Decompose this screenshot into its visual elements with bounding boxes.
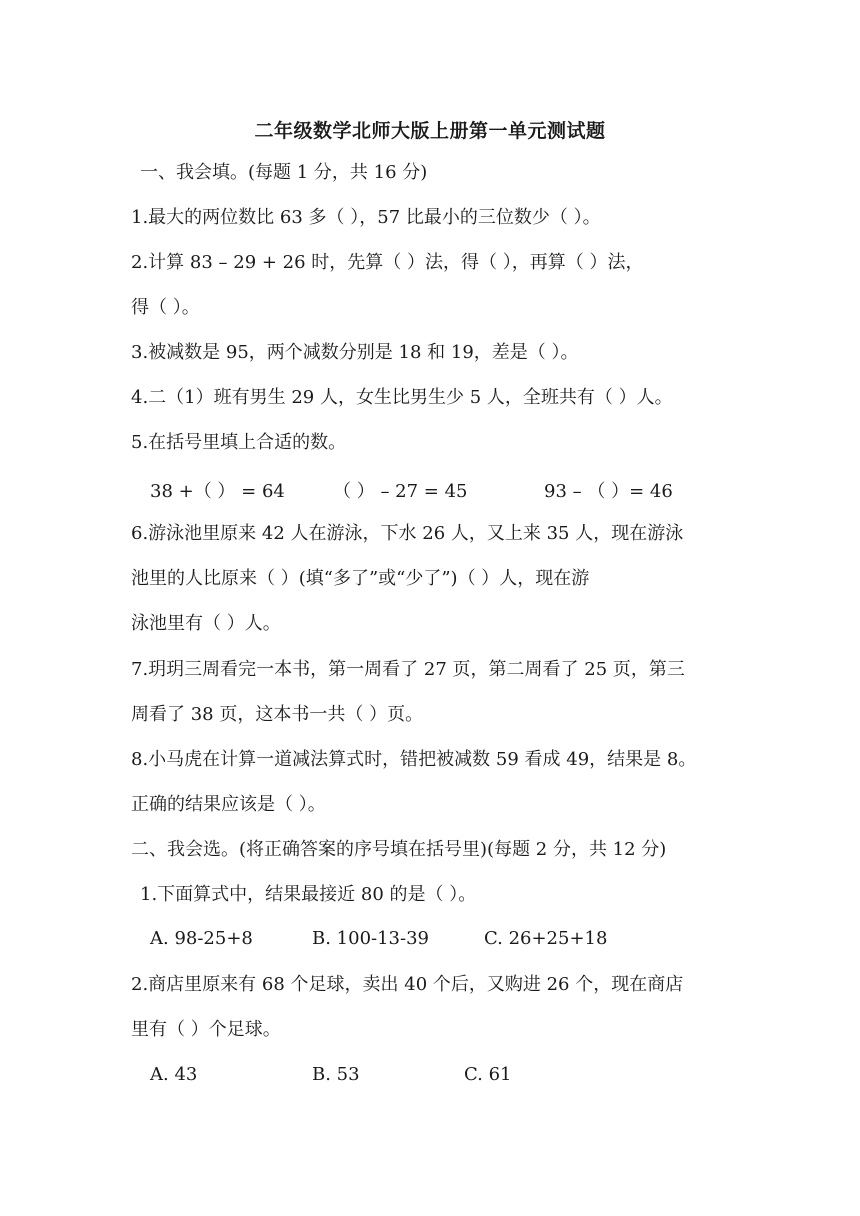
question-1-6-line1: 6.游泳池里原来 42 人在游泳，下水 26 人，又上来 35 人，现在游泳 (131, 523, 684, 544)
question-1-7-line1: 7.玥玥三周看完一本书，第一周看了 27 页，第二周看了 25 页，第三 (131, 659, 685, 680)
option-2-2-a: A. 43 (150, 1064, 198, 1085)
question-1-6-line2: 池里的人比原来（ ）(填“多了”或“少了”)（ ）人，现在游 (131, 568, 590, 589)
question-1-2-line2: 得（ ）。 (131, 297, 200, 318)
option-2-2-c: C. 61 (464, 1064, 512, 1085)
question-2-1: 1.下面算式中，结果最接近 80 的是（ ）。 (140, 884, 477, 905)
question-1-3: 3.被减数是 95，两个减数分别是 18 和 19，差是（ ）。 (131, 342, 579, 363)
question-2-2-line2: 里有（ ）个足球。 (131, 1019, 281, 1040)
page-title: 二年级数学北师大版上册第一单元测试题 (254, 120, 606, 142)
question-1-1: 1.最大的两位数比 63 多（ ），57 比最小的三位数少（ ）。 (131, 207, 601, 228)
fill-item-2: （ ） – 27 = 45 (333, 481, 468, 502)
question-2-2-line1: 2.商店里原来有 68 个足球，卖出 40 个后，又购进 26 个，现在商店 (131, 974, 684, 995)
section2-heading: 二、我会选。(将正确答案的序号填在括号里)(每题 2 分，共 12 分) (131, 839, 667, 860)
fill-item-1: 38 +（ ） = 64 (150, 481, 285, 502)
question-1-5: 5.在括号里填上合适的数。 (131, 432, 347, 453)
question-1-4: 4.二（1）班有男生 29 人，女生比男生少 5 人，全班共有（ ）人。 (131, 387, 673, 408)
question-1-6-line3: 泳池里有（ ）人。 (131, 613, 281, 634)
option-2-1-b: B. 100-13-39 (312, 928, 429, 949)
question-1-2-line1: 2.计算 83 – 29 + 26 时，先算（ ）法，得（ ），再算（ ）法， (131, 252, 644, 273)
section1-heading: 一、我会填。(每题 1 分，共 16 分) (140, 162, 428, 183)
option-2-1-a: A. 98-25+8 (150, 928, 253, 949)
fill-item-3: 93 – （ ）= 46 (544, 481, 673, 502)
option-2-1-c: C. 26+25+18 (484, 928, 608, 949)
question-1-8-line1: 8.小马虎在计算一道减法算式时，错把被减数 59 看成 49，结果是 8。 (131, 749, 697, 770)
option-2-2-b: B. 53 (312, 1064, 360, 1085)
question-1-8-line2: 正确的结果应该是（ ）。 (131, 794, 326, 815)
question-1-7-line2: 周看了 38 页，这本书一共（ ）页。 (131, 704, 424, 725)
